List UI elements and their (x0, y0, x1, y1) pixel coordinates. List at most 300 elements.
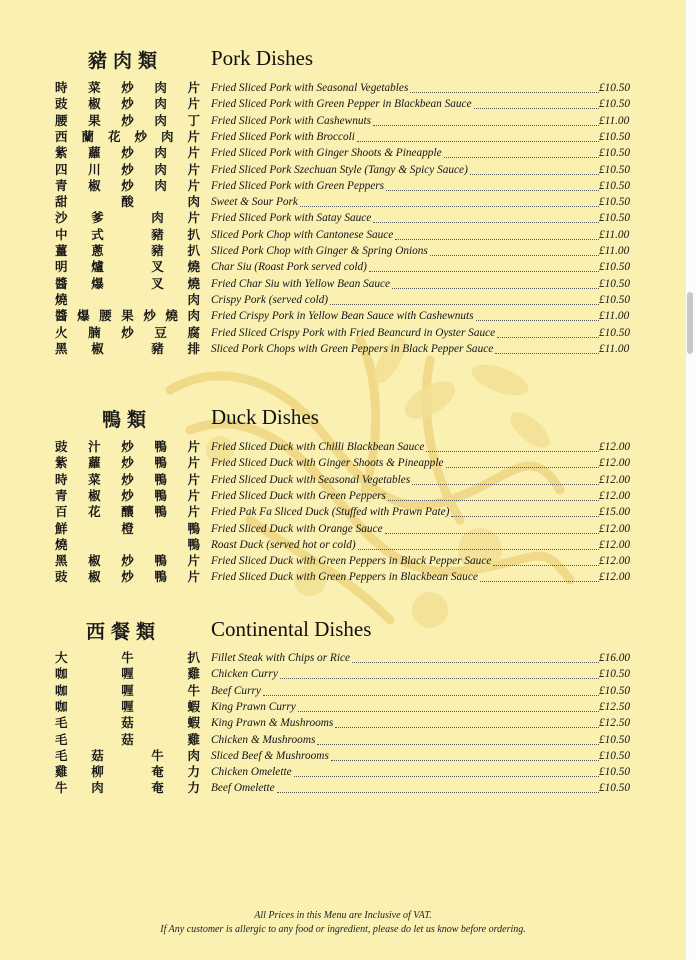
chinese-character: 燒 (165, 308, 178, 324)
menu-item-row (0, 194, 686, 210)
chinese-character: 雞 (55, 764, 68, 780)
dot-leader (331, 759, 599, 761)
chinese-character: 豉 (55, 96, 68, 112)
dish-chinese-name (55, 96, 200, 112)
dish-price: £10.50 (599, 766, 631, 779)
menu-item-row (0, 732, 686, 748)
chinese-character: 片 (187, 439, 200, 454)
chinese-character: 扒 (187, 650, 200, 665)
chinese-character: 片 (187, 128, 200, 144)
dish-name: Roast Duck (served hot or cold) (211, 538, 356, 551)
chinese-character: 肉 (154, 145, 167, 161)
dish-chinese-name (55, 553, 200, 569)
menu-item-row (0, 439, 686, 455)
dish-chinese-name (55, 162, 200, 178)
menu-item-row (0, 145, 686, 161)
dish-name: Fried Crispy Pork in Yellow Bean Sauce with Cashewnuts (211, 310, 474, 323)
dish-chinese-name (55, 308, 200, 324)
chinese-character: 炒 (121, 112, 134, 128)
chinese-character: 炒 (121, 553, 134, 569)
chinese-character: 肉 (187, 194, 200, 210)
menu-item-row (0, 764, 686, 780)
chinese-character: 柳 (91, 764, 104, 780)
chinese-character: 腐 (187, 324, 200, 340)
chinese-character: 醬 (55, 275, 68, 291)
chinese-character: 青 (55, 177, 68, 193)
chinese-character: 牛 (121, 650, 134, 665)
chinese-character: 明 (55, 259, 68, 275)
chinese-character: 椒 (88, 487, 101, 503)
chinese-character: 雞 (187, 731, 200, 747)
dish-entry (211, 243, 601, 259)
dish-price: £10.50 (599, 130, 631, 143)
chinese-character: 醬 (55, 308, 68, 324)
chinese-character: 片 (187, 80, 200, 95)
dish-name: Chicken Omelette (211, 766, 292, 779)
pork-section-title: Pork Dishes (211, 46, 314, 70)
dish-name: Fried Sliced Crispy Pork with Fried Beancurd in Oyster Sauce (211, 326, 496, 339)
dish-name: Chicken & Mushrooms (211, 733, 316, 746)
dish-price: £10.50 (599, 196, 631, 209)
dish-entry (211, 780, 601, 796)
dish-price: £10.50 (599, 98, 631, 111)
chinese-character: 花 (107, 128, 121, 144)
chinese-character: 肉 (154, 112, 167, 128)
chinese-character: 炒 (121, 145, 134, 161)
dish-entry (211, 96, 601, 112)
dish-entry (211, 748, 601, 764)
chinese-character: 酸 (121, 194, 134, 210)
dish-entry (211, 537, 601, 553)
chinese-character: 火 (55, 324, 68, 340)
dot-leader (369, 270, 599, 272)
dish-name: Sliced Beef & Mushrooms (211, 749, 329, 762)
chinese-character: 雞 (187, 666, 200, 682)
chinese-character: 黑 (55, 340, 68, 356)
menu-item-row (0, 308, 686, 324)
allergy-notice: If Any customer is allergic to any food or ingredient, please do let us know before ordering. (160, 924, 526, 935)
chinese-character: 片 (187, 569, 200, 585)
chinese-character: 奄 (151, 780, 164, 796)
chinese-character: 燒 (187, 259, 200, 275)
dish-name: Fried Sliced Duck with Chilli Blackbean Sauce (211, 441, 425, 453)
chinese-character: 燒 (55, 291, 68, 307)
chinese-character: 咖 (55, 698, 68, 714)
chinese-character: 炒 (121, 569, 134, 585)
dish-entry (211, 666, 601, 682)
dish-name: Fried Pak Fa Sliced Duck (Stuffed with Prawn Pate) (211, 506, 450, 519)
chinese-character: 力 (187, 780, 200, 796)
dish-entry (211, 276, 601, 292)
chinese-character: 肉 (160, 128, 174, 144)
dish-price: £16.00 (599, 652, 631, 664)
dish-chinese-name (55, 715, 200, 731)
menu-item-row (0, 210, 686, 226)
dish-entry (211, 504, 601, 520)
chinese-character: 蘭 (81, 128, 94, 144)
dish-price: £12.00 (599, 441, 631, 453)
chinese-character: 肉 (187, 747, 200, 763)
dish-name: King Prawn Curry (211, 700, 296, 713)
dish-chinese-name (55, 650, 200, 666)
menu-item-row (0, 113, 686, 129)
dish-name: Fillet Steak with Chips or Rice (211, 652, 350, 664)
dot-leader (497, 336, 599, 338)
scrollbar-track[interactable] (686, 0, 696, 960)
dish-price: £10.50 (599, 277, 631, 290)
dish-price: £10.50 (599, 733, 631, 746)
dish-name: Fried Sliced Pork Szechuan Style (Tangy & Spicy Sauce) (211, 163, 468, 176)
dish-name: Fried Sliced Duck with Seasonal Vegetables (211, 473, 411, 486)
dish-entry (211, 80, 601, 96)
dish-entry (211, 455, 601, 471)
chinese-character: 果 (88, 112, 101, 128)
chinese-character: 蘿 (88, 145, 101, 161)
dot-leader (317, 743, 599, 745)
chinese-character: 片 (187, 96, 200, 112)
dish-price: £11.00 (599, 228, 630, 241)
chinese-character: 肉 (154, 80, 167, 95)
dish-price: £12.00 (599, 489, 631, 502)
chinese-character: 中 (55, 226, 68, 242)
continental-section-title: Continental Dishes (211, 617, 372, 641)
chinese-character: 甜 (55, 194, 68, 210)
chinese-character: 炒 (121, 324, 134, 340)
menu-item-row (0, 227, 686, 243)
chinese-character: 叉 (151, 259, 164, 275)
menu-item-row (0, 259, 686, 275)
menu-item-row (0, 472, 686, 488)
chinese-character: 黑 (55, 553, 68, 569)
dish-name: Fried Sliced Duck with Green Peppers in Blackbean Sauce (211, 571, 478, 584)
dish-price: £10.50 (599, 668, 631, 681)
dish-entry (211, 650, 601, 666)
dish-price: £11.00 (599, 245, 630, 257)
chinese-character: 菜 (88, 471, 101, 487)
dish-entry (211, 227, 601, 243)
chinese-character: 叉 (151, 275, 164, 291)
chinese-character: 沙 (55, 210, 68, 226)
dot-leader (385, 532, 599, 534)
chinese-character: 炒 (121, 177, 134, 193)
dish-price: £11.00 (599, 310, 630, 323)
chinese-character: 炒 (121, 161, 134, 177)
dish-chinese-name (55, 276, 200, 292)
menu-item-row (0, 553, 686, 569)
chinese-character: 片 (187, 161, 200, 177)
dish-name: Fried Sliced Duck with Orange Sauce (211, 522, 383, 535)
scrollbar-thumb[interactable] (687, 292, 693, 354)
dish-name: Fried Sliced Pork with Broccoli (211, 130, 355, 143)
dot-leader (446, 466, 600, 468)
chinese-character: 片 (187, 504, 200, 520)
chinese-character: 時 (55, 471, 68, 487)
dish-entry (211, 553, 601, 569)
chinese-character: 鴨 (154, 439, 167, 454)
dish-chinese-name (55, 521, 200, 537)
chinese-character: 青 (55, 487, 68, 503)
dish-price: £10.50 (599, 163, 631, 176)
chinese-character: 牛 (187, 682, 200, 698)
chinese-character: 爆 (77, 308, 90, 324)
chinese-character: 鮮 (55, 520, 68, 536)
chinese-character: 毛 (55, 731, 68, 747)
dish-price: £10.50 (599, 212, 631, 225)
duck-section-title: Duck Dishes (211, 405, 319, 429)
duck-section-title-chinese: 鴨類 (102, 409, 153, 431)
chinese-character: 豆 (154, 324, 167, 340)
chinese-character: 橙 (121, 520, 134, 536)
menu-item-row (0, 341, 686, 357)
vat-notice: All Prices in this Menu are Inclusive of VAT. (254, 910, 432, 921)
chinese-character: 豬 (151, 340, 164, 356)
chinese-character: 蔥 (91, 243, 104, 258)
chinese-character: 片 (187, 145, 200, 161)
chinese-character: 釀 (121, 504, 134, 520)
dish-name: Fried Sliced Pork with Satay Sauce (211, 212, 372, 225)
chinese-character: 四 (55, 161, 68, 177)
chinese-character: 肉 (154, 161, 167, 177)
chinese-character: 炒 (121, 439, 134, 454)
chinese-character: 片 (187, 471, 200, 487)
chinese-character: 椒 (88, 569, 101, 585)
dish-chinese-name (55, 748, 200, 764)
chinese-character: 大 (55, 650, 68, 665)
chinese-character: 片 (187, 177, 200, 193)
dot-leader (410, 91, 599, 93)
dish-entry (211, 521, 601, 537)
chinese-character: 果 (121, 308, 134, 324)
dot-leader (277, 791, 599, 793)
chinese-character: 咖 (55, 682, 68, 698)
dish-chinese-name (55, 210, 200, 226)
dish-chinese-name (55, 504, 200, 520)
menu-item-row (0, 243, 686, 259)
menu-item-row (0, 504, 686, 520)
menu-item-row (0, 780, 686, 796)
chinese-character: 西 (55, 128, 68, 144)
chinese-character: 紫 (55, 455, 68, 471)
chinese-character: 鴨 (154, 569, 167, 585)
dot-leader (451, 515, 599, 517)
dish-price: £10.50 (599, 326, 631, 339)
pork-section-title-chinese: 豬肉類 (88, 50, 164, 72)
chinese-character: 豉 (55, 439, 68, 454)
chinese-character: 片 (187, 553, 200, 569)
continental-section-title-chinese: 西餐類 (86, 621, 162, 643)
dish-name: Sliced Pork Chop with Cantonese Sauce (211, 228, 394, 241)
chinese-character: 力 (187, 764, 200, 780)
dish-entry (211, 683, 601, 699)
chinese-character: 腩 (88, 324, 101, 340)
chinese-character: 蝦 (187, 715, 200, 731)
dish-entry (211, 308, 601, 324)
dish-price: £10.50 (599, 782, 631, 795)
dish-chinese-name (55, 537, 200, 553)
dish-entry (211, 113, 601, 129)
dish-chinese-name (55, 472, 200, 488)
dish-chinese-name (55, 666, 200, 682)
dish-chinese-name (55, 569, 200, 585)
chinese-character: 炒 (143, 308, 156, 324)
dish-chinese-name (55, 325, 200, 341)
menu-item-row (0, 178, 686, 194)
dot-leader (388, 499, 599, 501)
chinese-character: 菇 (91, 747, 104, 763)
dish-chinese-name (55, 341, 200, 357)
dot-leader (358, 548, 599, 550)
chinese-character: 爆 (91, 275, 104, 291)
menu-item-row (0, 276, 686, 292)
chinese-character: 燒 (55, 536, 68, 552)
chinese-character: 片 (187, 455, 200, 471)
menu-item-row (0, 748, 686, 764)
dot-leader (430, 254, 599, 256)
chinese-character: 肉 (154, 96, 167, 112)
chinese-character: 牛 (55, 780, 68, 796)
dish-chinese-name (55, 194, 200, 210)
chinese-character: 片 (187, 210, 200, 226)
chinese-character: 炒 (121, 96, 134, 112)
chinese-character: 炒 (121, 80, 134, 95)
chinese-character: 式 (91, 226, 104, 242)
dish-price: £12.00 (599, 538, 631, 551)
dot-leader (395, 238, 599, 240)
chinese-character: 腰 (99, 308, 112, 324)
dish-name: Fried Sliced Pork with Green Pepper in Blackbean Sauce (211, 98, 472, 111)
dish-name: Beef Omelette (211, 782, 275, 795)
dot-leader (335, 726, 599, 728)
dot-leader (373, 221, 599, 223)
dish-entry (211, 488, 601, 504)
dish-name: Sweet & Sour Pork (211, 196, 298, 209)
dish-price: £10.50 (599, 293, 631, 306)
dish-price: £12.00 (599, 522, 631, 535)
menu-item-row (0, 455, 686, 471)
chinese-character: 椒 (88, 96, 101, 112)
dish-name: Crispy Pork (served cold) (211, 293, 329, 306)
dish-name: King Prawn & Mushrooms (211, 717, 334, 730)
chinese-character: 鴨 (154, 487, 167, 503)
dish-price: £10.50 (599, 147, 631, 160)
menu-item-row (0, 162, 686, 178)
dish-name: Sliced Pork Chop with Ginger & Spring Onions (211, 245, 428, 257)
dish-entry (211, 439, 601, 455)
dish-price: £10.50 (599, 749, 631, 762)
dot-leader (476, 319, 599, 321)
dish-price: £12.00 (599, 473, 631, 486)
chinese-character: 菇 (121, 731, 134, 747)
chinese-character: 肉 (151, 210, 164, 226)
chinese-character: 肉 (91, 780, 104, 796)
chinese-character: 毛 (55, 715, 68, 731)
chinese-character: 百 (55, 504, 68, 520)
dish-chinese-name (55, 764, 200, 780)
dot-leader (280, 677, 599, 679)
chinese-character: 鴨 (187, 520, 200, 536)
chinese-character: 鴨 (154, 504, 167, 520)
dish-entry (211, 732, 601, 748)
dish-name: Fried Sliced Duck with Ginger Shoots & Pineapple (211, 457, 444, 470)
dish-chinese-name (55, 129, 200, 145)
dish-entry (211, 715, 601, 731)
dish-chinese-name (55, 683, 200, 699)
dot-leader (373, 124, 599, 126)
menu-item-row (0, 292, 686, 308)
dot-leader (480, 580, 599, 582)
chinese-character: 椒 (88, 553, 101, 569)
dot-leader (474, 107, 599, 109)
dot-leader (300, 205, 599, 207)
dish-chinese-name (55, 488, 200, 504)
dish-entry (211, 764, 601, 780)
dot-leader (294, 775, 599, 777)
dish-price: £12.50 (599, 717, 631, 730)
dot-leader (426, 450, 599, 452)
chinese-character: 椒 (88, 177, 101, 193)
dish-name: Fried Sliced Pork with Ginger Shoots & Pineapple (211, 147, 442, 160)
dot-leader (352, 661, 599, 663)
dish-price: £10.50 (599, 82, 631, 94)
dish-price: £12.50 (599, 700, 631, 713)
dish-chinese-name (55, 243, 200, 259)
dish-entry (211, 194, 601, 210)
chinese-character: 菇 (121, 715, 134, 731)
chinese-character: 蝦 (187, 698, 200, 714)
dish-price: £11.00 (599, 114, 630, 127)
chinese-character: 時 (55, 80, 68, 95)
chinese-character: 花 (88, 504, 101, 520)
menu-item-row (0, 129, 686, 145)
chinese-character: 炒 (121, 455, 134, 471)
menu-item-row (0, 666, 686, 682)
chinese-character: 汁 (88, 439, 101, 454)
dot-leader (495, 352, 599, 354)
menu-item-row (0, 683, 686, 699)
dish-price: £10.50 (599, 684, 631, 697)
chinese-character: 牛 (151, 747, 164, 763)
dish-entry (211, 472, 601, 488)
chinese-character: 椒 (91, 340, 104, 356)
chinese-character: 鴨 (187, 536, 200, 552)
dish-entry (211, 129, 601, 145)
dish-chinese-name (55, 439, 200, 455)
dot-leader (392, 287, 599, 289)
chinese-character: 鴨 (154, 471, 167, 487)
chinese-character: 豬 (151, 226, 164, 242)
chinese-character: 豉 (55, 569, 68, 585)
dish-chinese-name (55, 259, 200, 275)
menu-item-row (0, 699, 686, 715)
chinese-character: 排 (187, 340, 200, 356)
dish-price: £15.00 (599, 506, 631, 519)
dish-chinese-name (55, 699, 200, 715)
dish-price: £10.50 (599, 261, 631, 274)
dish-chinese-name (55, 113, 200, 129)
dish-entry (211, 162, 601, 178)
chinese-character: 腰 (55, 112, 68, 128)
dish-name: Char Siu (Roast Pork served cold) (211, 261, 367, 274)
chinese-character: 紫 (55, 145, 68, 161)
chinese-character: 菜 (88, 80, 101, 95)
dish-chinese-name (55, 227, 200, 243)
chinese-character: 喱 (121, 698, 134, 714)
chinese-character: 肉 (187, 291, 200, 307)
chinese-character: 咖 (55, 666, 68, 682)
chinese-character: 喱 (121, 666, 134, 682)
dish-name: Fried Sliced Duck with Green Peppers (211, 489, 386, 502)
dish-entry (211, 145, 601, 161)
